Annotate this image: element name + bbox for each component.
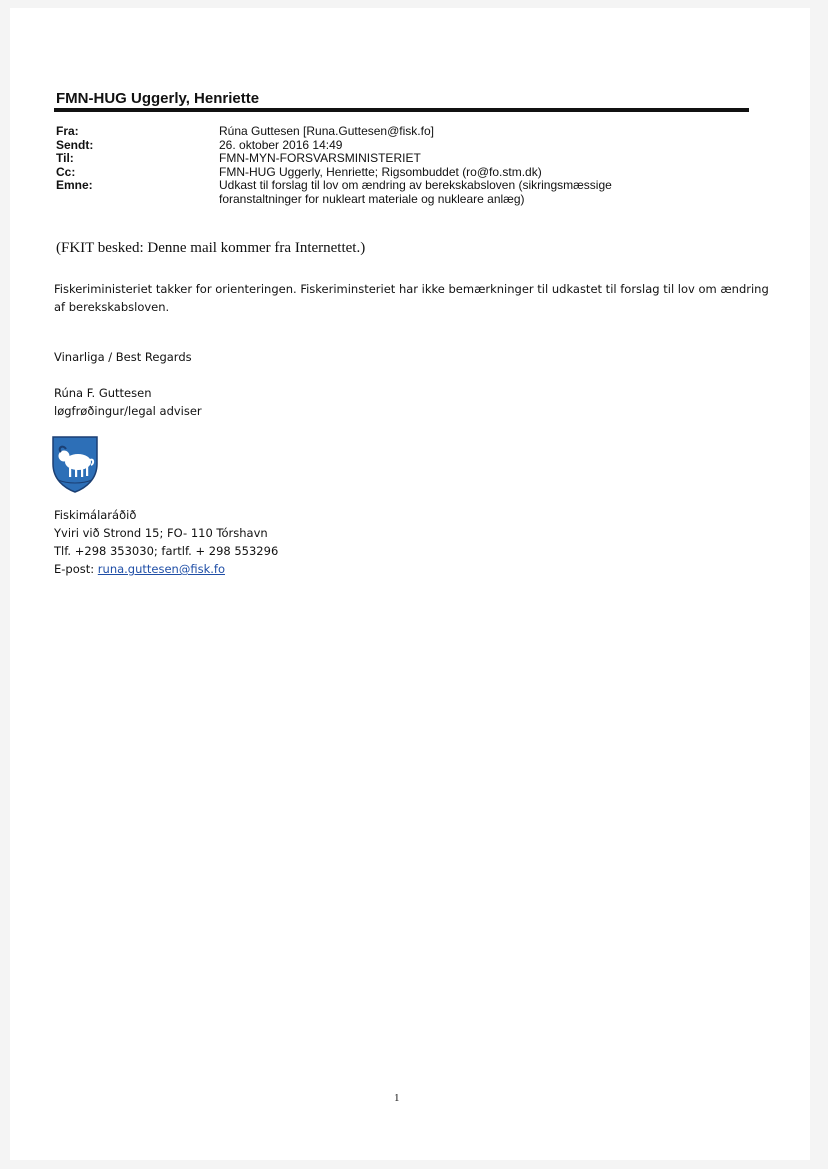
subject-label: Emne: (56, 178, 93, 192)
sent-value: 26. oktober 2016 14:49 (219, 137, 343, 152)
organization-phone: Tlf. +298 353030; fartlf. + 298 553296 (54, 544, 279, 558)
signature-block (54, 384, 202, 420)
from-value: Rúna Guttesen [Runa.Guttesen@fisk.fo] (219, 124, 434, 138)
from-row (56, 125, 689, 139)
signature-name: Rúna F. Guttesen (54, 386, 152, 400)
ram-coat-of-arms-icon (50, 434, 100, 494)
organization-block (54, 506, 278, 578)
email-label: E-post: (54, 562, 95, 576)
security-notice: (FKIT besked: Denne mail kommer fra Internettet.) (56, 240, 366, 256)
closing-regards: Vinarliga / Best Regards (54, 350, 192, 364)
organization-email-line (54, 560, 278, 578)
cc-value: FMN-HUG Uggerly, Henriette; Rigsombuddet (ro@fo.stm.dk) (219, 164, 542, 179)
to-row (56, 152, 689, 166)
to-value: FMN-MYN-FORSVARSMINISTERIET (219, 151, 421, 165)
cc-label: Cc: (56, 164, 76, 179)
header-divider (54, 108, 749, 112)
to-label: Til: (56, 151, 74, 165)
subject-value: Udkast til forslag til lov om ændring av berekskabsloven (sikringsmæssige foranstaltninger for nukleart materiale og nukleare anlæg) (219, 178, 612, 206)
subject-row (56, 179, 689, 206)
organization-name: Fiskimálaráðið (54, 508, 137, 522)
cc-row (56, 166, 689, 180)
recipient-header: FMN-HUG Uggerly, Henriette (56, 90, 260, 107)
organization-address: Yviri við Strond 15; FO- 110 Tórshavn (54, 526, 268, 540)
message-body: Fiskeriministeriet takker for orienteringen. Fiskeriminsteriet har ikke bemærkninger til udkastet til forslag til lov om ændring af berekskabsloven. (54, 282, 769, 314)
sent-label: Sendt: (56, 137, 94, 152)
sent-row (56, 139, 689, 153)
page-number: 1 (394, 1092, 400, 1104)
email-metadata (56, 125, 689, 206)
signature-title: løgfrøðingur/legal adviser (54, 404, 202, 418)
document-page (10, 8, 810, 1160)
from-label: Fra: (56, 124, 79, 138)
email-link[interactable]: runa.guttesen@fisk.fo (97, 562, 225, 576)
